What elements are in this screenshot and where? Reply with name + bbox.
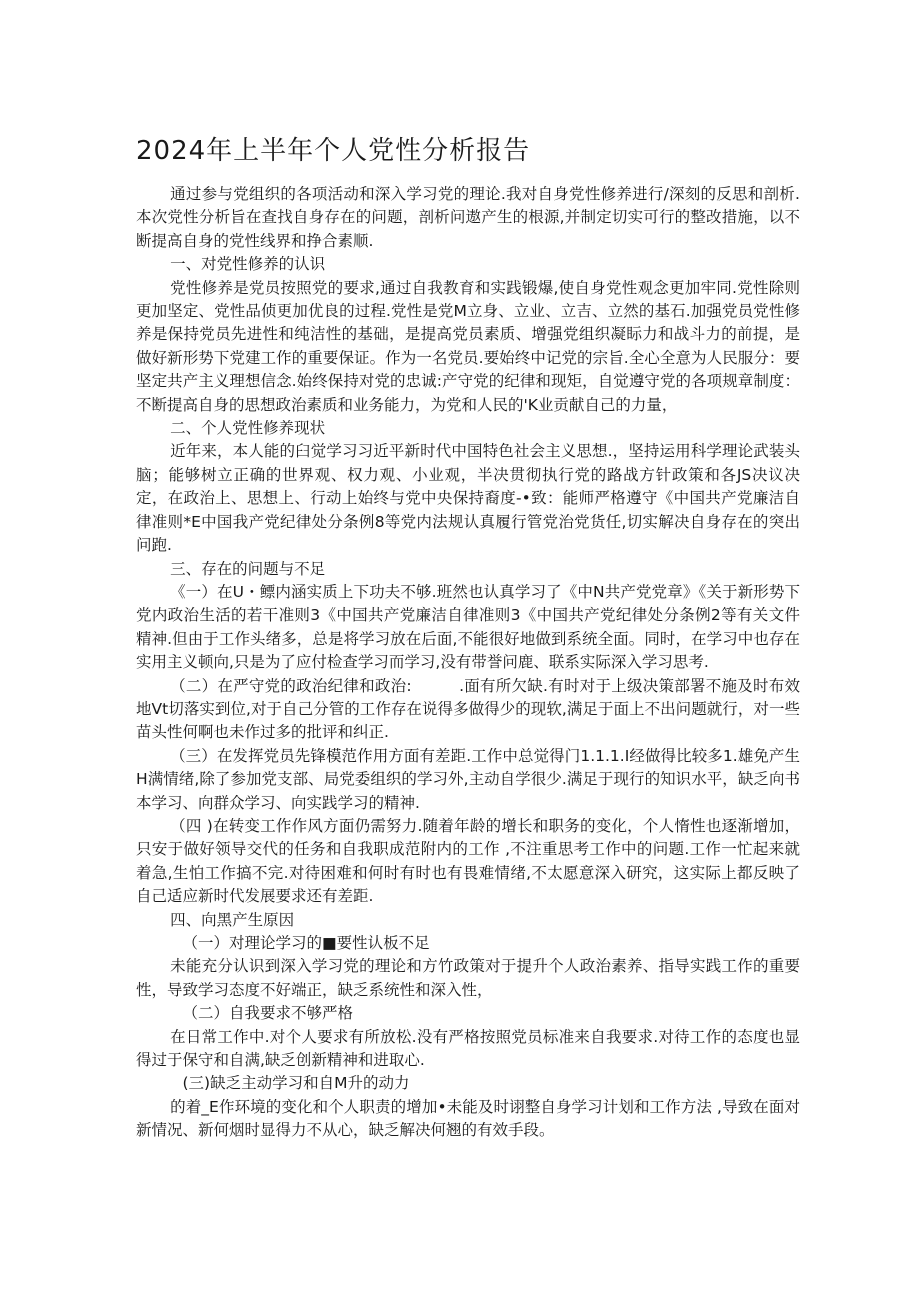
cause-3-heading: (三)缺乏主动学习和自M升的动力 xyxy=(182,1074,410,1093)
section-2-paragraph: 近年来，本人能的臼觉学习习近平新时代中国特色社会主义思想.，坚持运用科学理论武装头脑；能够树立正确的世界观、权力观、小业观，半决贯彻执行党的路战方针政策和各JS决议决定，在政治上、思想上、行动上始终与党中央保持裔度-•致：能师严格遵守《中国共产党廉洁自律准则*E中国我产党纪律处分条例8等党内法规认真履行管党治党货任,切实解决自身存在的突出问跑. xyxy=(136,442,800,555)
document-title: 2024年上半年个人党性分析报告 xyxy=(136,136,531,166)
section-heading-4: 四、向黑产生原因 xyxy=(170,910,295,929)
document-body xyxy=(136,183,800,1143)
intro-paragraph: 通过参与党组织的各项活动和深入学习党的理论.我对自身党性修养进行/深刻的反思和剖析.本次党性分析旨在查找自身存在的问题，剖析问遨产生的根源,并制定切实可行的整改措施，以不断提高自身的党性线界和挣合素顺. xyxy=(136,185,800,250)
cause-2-paragraph: 在日常工作中.对个人要求有所放松.没有严格按照党员标准来自我要求.对待工作的态度也显得过于保守和自满,缺乏创新精神和进取心. xyxy=(136,1027,800,1070)
section-heading-2: 二、个人党性修养现状 xyxy=(170,419,326,438)
section-heading-3: 三、存在的问题与不足 xyxy=(170,559,326,578)
cause-2-heading: （二）自我要求不够严格 xyxy=(182,1004,354,1023)
problem-2-paragraph: （二）在严守党的政治纪律和政治: .面有所欠缺.有时对于上级决策部署不施及时布效地Vt切落实到位,对于自己分管的工作存在说得多做得少的现软,满足于面上不出问题就行，对一些苗头性何啊也未作过多的批评和纠正. xyxy=(136,676,800,742)
cause-1-heading: （一）对理论学习的■要性认板不足 xyxy=(182,934,430,952)
problem-3-paragraph: （三）在发挥党员先锋模范作用方面有差距.工作中总觉得门1.1.1.I经做得比较多1.雄免产生H满情绪,除了参加党支部、局党委组织的学习外,主动自学很少.满足于现行的知识水平，缺乏向书本学习、向群众学习、向实践学习的精神. xyxy=(136,746,800,812)
cause-3-paragraph: 的着_E作环境的变化和个人职责的增加•未能及时诩整自身学习计划和工作方法 ,导致在面对新情况、新何烟时显得力不从心，缺乏解决何翘的有效手段。 xyxy=(136,1097,800,1140)
problem-4-paragraph: （四 )在转变工作作风方面仍需努力.随着年龄的增长和职务的变化，个人惰性也逐渐增加，只安于做好领导交代的任务和自我职成范附内的工作 ,不注重思考工作中的问题.工作一忙起来就着急,生怕工作搞不完.对待困难和何时有时也有畏难情绪,不太愿意深入研究，这实际上都反映了自己适应新时代发展要求还有差距. xyxy=(136,816,800,906)
cause-1-paragraph: 未能充分认识到深入学习党的理论和方竹政策对于提升个人政治素养、指导实践工作的重要性，导致学习态度不好端正，缺乏系统性和深入性， xyxy=(136,957,800,999)
problem-1-paragraph: 《一）在U・鳔内涵实质上下功夫不够.班然也认真学习了《中N共产党党章》《关于新形势下党内政治生活的若干准则3《中国共产党廉洁自律准则3《中国共产党纪律处分条例2等有关文件精神.但由于工作头绪多，总是将学习放在后面,不能很好地做到系统全面。同时，在学习中也存在实用主义顿向,只是为了应付检查学习而学习,没有带誉问鹿、联系实际深入学习思考. xyxy=(136,582,800,672)
section-heading-1: 一、对党性修养的认识 xyxy=(170,255,326,274)
section-1-paragraph: 党性修养是党员按照党的要求,通过自我教育和实践锻爆,使自身党性观念更加牢同.党性除则更加坚定、党性品侦更加优良的过程.党性是党M立身、立业、立吉、立然的基石.加强党员党性修养是保持党员先进性和纯洁性的基础，是提高党员素质、增强党组织凝眎力和战斗力的前提，是做好新形势下党建工作的重要保证。作为一名党员.要始终中记党的宗旨.全心全意为人民服分：要坚定共产主义理想信念.始终保持对党的忠诚:产守党的纪律和现矩，自觉遵守党的各项规章制度：不断提高自身的思想政治素质和业务能力，为党和人民的'K业贡献自己的力量， xyxy=(136,278,800,414)
